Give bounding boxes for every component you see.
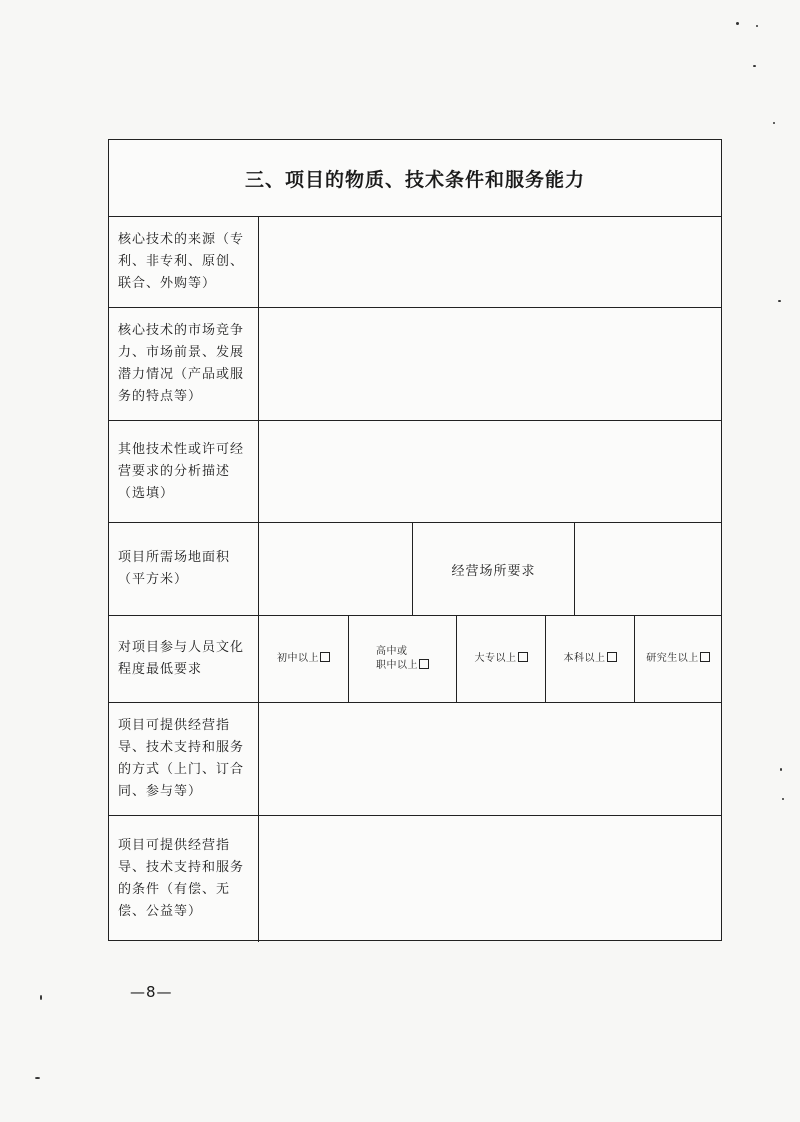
service-method-field[interactable]: [259, 703, 721, 815]
site-requirement-label: 经营场所要求: [412, 523, 574, 615]
page-number: —8—: [130, 983, 173, 1001]
row-site: [109, 523, 721, 616]
checkbox-icon[interactable]: [518, 652, 528, 662]
education-option-bachelor[interactable]: [545, 616, 634, 702]
education-option-label: 本科以上: [563, 653, 606, 664]
site-area-field[interactable]: [259, 523, 412, 615]
site-requirement-field[interactable]: [574, 523, 721, 615]
site-cells: [259, 523, 721, 615]
tech-market-label: 核心技术的市场竞争力、市场前景、发展潜力情况（产品或服务的特点等）: [109, 308, 259, 420]
row-tech-market: [109, 308, 721, 421]
tech-source-field[interactable]: [259, 217, 721, 307]
checkbox-icon[interactable]: [700, 652, 710, 662]
education-option-junior-high[interactable]: [259, 616, 348, 702]
project-capability-form: [108, 139, 722, 941]
checkbox-icon[interactable]: [419, 659, 429, 669]
scan-speck: [782, 798, 784, 800]
tech-market-field[interactable]: [259, 308, 721, 420]
education-option-graduate[interactable]: [634, 616, 721, 702]
education-option-label: 高中或: [376, 646, 408, 657]
row-service-terms: [109, 816, 721, 942]
row-service-method: [109, 703, 721, 816]
section-title-row: [109, 140, 721, 217]
scan-speck: [780, 768, 782, 771]
scan-speck: [756, 25, 758, 27]
tech-source-label: 核心技术的来源（专利、非专利、原创、联合、外购等）: [109, 217, 259, 307]
section-title: 三、项目的物质、技术条件和服务能力: [244, 168, 585, 191]
scan-speck: [40, 995, 42, 1000]
education-option-senior-high[interactable]: [348, 616, 456, 702]
other-tech-label: 其他技术性或许可经营要求的分析描述（选填）: [109, 421, 259, 522]
scan-speck: [35, 1077, 40, 1079]
service-method-label: 项目可提供经营指导、技术支持和服务的方式（上门、订合同、参与等）: [109, 703, 259, 815]
scan-speck: [773, 122, 775, 124]
checkbox-icon[interactable]: [320, 652, 330, 662]
service-terms-label: 项目可提供经营指导、技术支持和服务的条件（有偿、无偿、公益等）: [109, 816, 259, 942]
row-tech-source: [109, 217, 721, 308]
education-label: 对项目参与人员文化程度最低要求: [109, 616, 259, 702]
education-option-label: 职中以上: [376, 660, 418, 671]
row-other-tech: [109, 421, 721, 523]
education-option-label: 初中以上: [277, 653, 319, 664]
service-terms-field[interactable]: [259, 816, 721, 942]
row-education: [109, 616, 721, 703]
checkbox-icon[interactable]: [607, 652, 617, 662]
other-tech-field[interactable]: [259, 421, 721, 522]
scan-speck: [753, 65, 756, 67]
education-option-label: 研究生以上: [646, 653, 699, 664]
scan-speck: [778, 300, 781, 302]
scan-speck: [736, 22, 739, 25]
site-area-label: 项目所需场地面积（平方米）: [109, 523, 259, 615]
education-options: [259, 616, 721, 702]
education-option-college[interactable]: [456, 616, 545, 702]
education-option-label: 大专以上: [474, 653, 517, 664]
